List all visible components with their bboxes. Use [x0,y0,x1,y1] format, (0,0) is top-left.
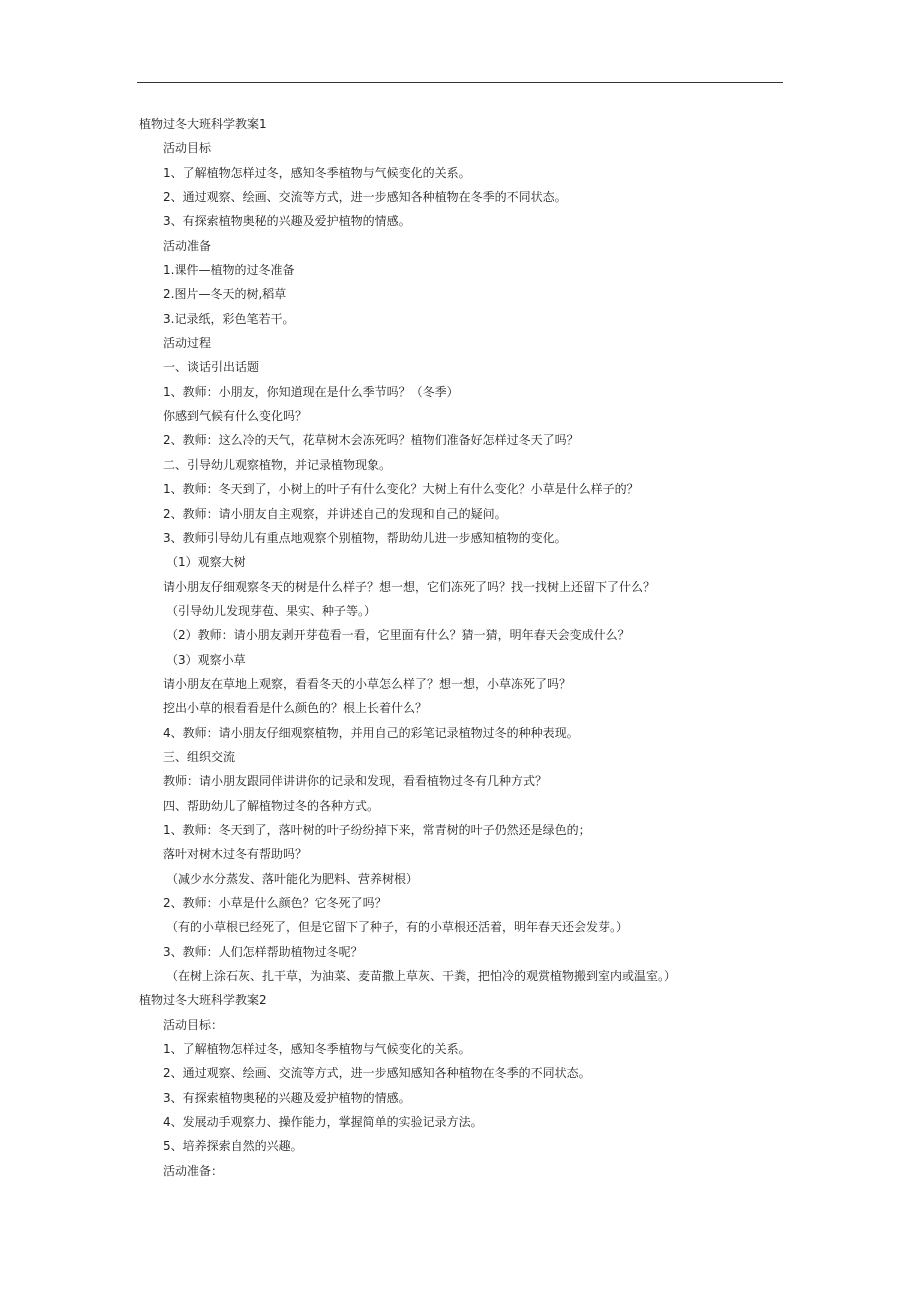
text-line: 2、教师：小草是什么颜色？它冬死了吗？ [163,896,387,910]
text-line: 三、组织交流 [163,749,236,764]
text-line: 你感到气候有什么变化吗？ [163,409,308,424]
lesson-title: 植物过冬大班科学教案1 [139,117,267,131]
text-line: （2）教师：请小朋友剥开芽苞看一看，它里面有什么？猜一猜，明年春天会变成什么？ [166,628,630,643]
text-line: 活动过程 [163,336,212,351]
text-line: 2、通过观察、绘画、交流等方式，进一步感知感知各种植物在冬季的不同状态。 [163,1066,591,1081]
text-line: 活动准备： [163,1163,224,1178]
text-line: 1、教师：冬天到了，小树上的叶子有什么变化？大树上有什么变化？小草是什么样子的？ [163,482,639,497]
document-body [0,112,920,1183]
text-line: 请小朋友仔细观察冬天的树是什么样子？想一想，它们冻死了吗？找一找树上还留下了什么？ [163,579,656,594]
text-line: 5、培养探索自然的兴趣。 [163,1139,303,1154]
text-line: 挖出小草的根看看是什么颜色的？根上长着什么？ [163,701,428,716]
text-line: 1、了解植物怎样过冬，感知冬季植物与气候变化的关系。 [163,165,471,180]
text-line: 3、有探索植物奥秘的兴趣及爱护植物的情感。 [163,214,411,229]
text-line: 请小朋友在草地上观察，看看冬天的小草怎么样了？想一想，小草冻死了吗？ [163,676,572,691]
text-line: 3、有探索植物奥秘的兴趣及爱护植物的情感。 [163,1090,411,1105]
text-line: 1、了解植物怎样过冬，感知冬季植物与气候变化的关系。 [163,1042,471,1057]
text-line: 活动准备 [163,238,212,253]
text-line: 3、教师：人们怎样帮助植物过冬呢？ [163,944,363,959]
text-line: 2、教师：请小朋友自主观察，并讲述自己的发现和自己的疑问。 [163,506,507,521]
text-line: 活动目标 [163,141,212,156]
text-line: 2.图片—冬天的树,稻草 [163,287,287,302]
text-line: （引导幼儿发现芽苞、果实、种子等。） [166,603,377,618]
text-line: 活动目标： [163,1017,224,1032]
text-line: 1.课件—植物的过冬准备 [163,263,295,278]
text-line: （1）观察大树 [166,555,246,570]
text-line: 3.记录纸，彩色笔若干。 [163,311,295,326]
text-line: 落叶对树木过冬有帮助吗？ [163,847,308,862]
text-line: （有的小草根已经死了，但是它留下了种子，有的小草根还活着，明年春天还会发芽。） [166,920,629,935]
text-line: 教师：请小朋友跟同伴讲讲你的记录和发现，看看植物过冬有几种方式？ [163,774,548,789]
text-line: 一、谈话引出话题 [163,360,260,375]
text-line: 1、教师：小朋友，你知道现在是什么季节吗？（冬季） [163,384,459,399]
lesson-title: 植物过冬大班科学教案2 [139,993,267,1008]
text-line: 3、教师引导幼儿有重点地观察个别植物，帮助幼儿进一步感知植物的变化。 [163,530,567,545]
text-line: 2、通过观察、绘画、交流等方式，进一步感知各种植物在冬季的不同状态。 [163,190,567,205]
text-line: 二、引导幼儿观察植物，并记录植物现象。 [163,457,392,472]
text-line: （在树上涂石灰、扎干草，为油菜、麦苗撒上草灰、干粪，把怕冷的观赏植物搬到室内或温室。） [166,969,677,984]
text-line: 4、发展动手观察力、操作能力，掌握简单的实验记录方法。 [163,1115,483,1130]
text-line: （3）观察小草 [166,652,246,667]
text-line: 1、教师：冬天到了，落叶树的叶子纷纷掉下来，常青树的叶子仍然还是绿色的； [163,822,591,837]
text-line: 四、帮助幼儿了解植物过冬的各种方式。 [163,798,380,813]
text-line: 2、教师：这么冷的天气，花草树木会冻死吗？植物们准备好怎样过冬天了吗？ [163,433,579,448]
text-line: （减少水分蒸发、落叶能化为肥料、营养树根） [166,871,419,886]
header-rule [137,82,783,83]
text-line: 4、教师：请小朋友仔细观察植物，并用自己的彩笔记录植物过冬的种种表现。 [163,725,579,740]
